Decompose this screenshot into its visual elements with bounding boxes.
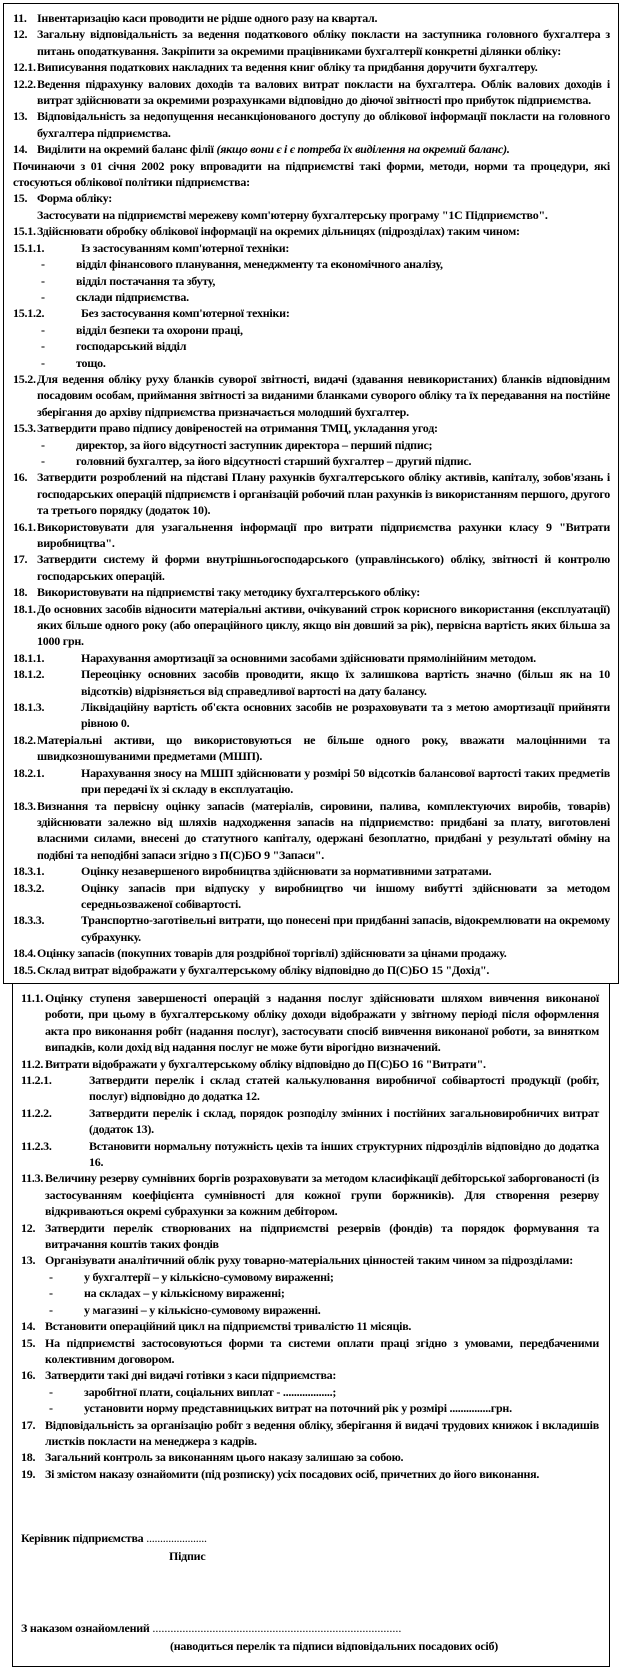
numbered-clause bbox=[13, 420, 610, 436]
numbered-clause bbox=[13, 880, 610, 913]
bullet-item bbox=[13, 289, 610, 305]
numbered-clause bbox=[13, 59, 610, 75]
bullet-item bbox=[13, 256, 610, 272]
clause-number: 11.2.2. bbox=[21, 1105, 52, 1120]
numbered-clause bbox=[13, 223, 610, 239]
clause-number: 15.1.1. bbox=[13, 240, 45, 255]
clause-text: господарський відділ bbox=[76, 339, 187, 354]
clause-number: 15. bbox=[21, 1335, 36, 1350]
clause-text: Застосувати на підприємстві мережеву комп'ютерну бухгалтерську програму "1С Підприємство". bbox=[37, 207, 548, 222]
clause-text: Починаючи з 01 січня 2002 року впровадити на підприємстві такі форми, методи, норми та процедури, які стосуються облікової політики підприємства: bbox=[13, 158, 610, 190]
clause-number: 16. bbox=[13, 470, 28, 485]
clause-number: 18.5. bbox=[13, 962, 36, 977]
clause-text: Нарахування амортизації за основними засобами здійснювати прямолінійним методом. bbox=[81, 650, 536, 665]
director-label: Керівник підприємства bbox=[21, 1531, 147, 1546]
clause-text: Із застосуванням комп'ютерної техніки: bbox=[81, 240, 290, 255]
clause-text: Без застосування комп'ютерної техніки: bbox=[81, 306, 290, 321]
clause-number: 13. bbox=[21, 1253, 36, 1268]
numbered-clause bbox=[21, 1449, 599, 1465]
clause-text: Відповідальність за організацію робіт з ведення обліку, зберігання й видачі трудових книжок і вкладишів листків покласти на менеджера з кадрів. bbox=[45, 1417, 599, 1448]
clause-number: 12.1. bbox=[13, 60, 36, 75]
numbered-clause bbox=[13, 469, 610, 518]
clause-text: Ліквідаційну вартість об'єкта основних засобів не розраховувати та з метою амортизації прийняти рівною 0. bbox=[81, 700, 610, 731]
dash-marker: - bbox=[41, 322, 45, 337]
bullet-item bbox=[13, 322, 610, 338]
numbered-clause bbox=[21, 1072, 599, 1105]
acknowledgement-dots: ................................................................................... bbox=[152, 1621, 402, 1636]
clause-text: Встановити операційний цикл на підприємстві тривалістю 11 місяців. bbox=[45, 1319, 412, 1334]
clause-text: Зі змістом наказу ознайомити (під розписку) усіх посадових осіб, причетних до його виконання. bbox=[45, 1466, 540, 1481]
bullet-item bbox=[21, 1384, 599, 1400]
clause-text: Загальну відповідальність за ведення податкового обліку покласти на заступника головного бухгалтера з питань оподаткування. Закріпити за окремими працівниками бухгалтерії конкретні ділянки обліку: bbox=[37, 27, 610, 58]
clause-number: 18.1.2. bbox=[13, 667, 45, 682]
acknowledgement-line bbox=[21, 1620, 599, 1636]
clause-text: Відповідальність за недопущення несанкціонованого доступу до облікової інформації покласти на головного бухгалтера підприємства. bbox=[37, 109, 610, 140]
clause-number: 11.2.1. bbox=[21, 1073, 52, 1087]
dash-marker: - bbox=[49, 1401, 53, 1416]
numbered-clause bbox=[21, 1318, 599, 1334]
clause-number: 15.2. bbox=[13, 371, 36, 386]
clause-text: Для ведення обліку руху бланків суворої звітності, видачі (здавання невикористаних) бланків відповідним посадовим особам, приймання звітності за виданими бланками суворого обліку та їх передавання на постійне зберігання до архіву підприємства призначається молодший бухгалтер. bbox=[37, 371, 610, 419]
clause-text: Затвердити систему й форми внутрішньогосподарського (управлінського) обліку, звітності й контролю господарських операцій. bbox=[37, 552, 610, 583]
clause-number: 17. bbox=[21, 1417, 36, 1432]
clause-text: На підприємстві застосовуються форми та системи оплати праці згідно з умовами, передбаченими колективним договором. bbox=[45, 1335, 599, 1366]
clause-number: 15.1.2. bbox=[13, 306, 45, 321]
dash-marker: - bbox=[49, 1384, 53, 1399]
dash-marker: - bbox=[41, 437, 45, 452]
clause-number: 11.2. bbox=[21, 1056, 44, 1071]
numbered-clause bbox=[13, 962, 610, 978]
clause-text: у бухгалтерії – у кількісно-сумовому вираженні; bbox=[84, 1269, 334, 1284]
clause-text: у магазині – у кількісно-сумовому вираженні. bbox=[84, 1302, 321, 1317]
numbered-clause bbox=[13, 912, 610, 945]
clause-number: 18.1. bbox=[13, 601, 36, 616]
numbered-clause bbox=[13, 863, 610, 879]
clause-number: 13. bbox=[13, 109, 28, 124]
clause-text: на складах – у кількісному вираженні; bbox=[84, 1286, 285, 1301]
clause-text: Затвердити розроблений на підставі Плану рахунків бухгалтерського обліку активів, капіталу, зобов'язань і господарських операцій підприємств і організацій робочий план рахунків із використанням першого, другого та третього порядку (додаток 10). bbox=[37, 470, 610, 518]
clause-text: Визнання та первісну оцінку запасів (матеріалів, сировини, палива, комплектуючих виробів, товарів) здійснювати залежно від шляхів надходження запасів на підприємство: придбані за плату, виготовлені власними силами, внесені до статутного капіталу, одержані безоплатно, придбані у результаті обміну на подібні та неподібні запаси згідно з П(С)БО 9 "Запаси". bbox=[37, 798, 610, 862]
acknowledgement-label: З наказом ознайомлений bbox=[21, 1621, 153, 1636]
numbered-clause bbox=[13, 108, 610, 141]
numbered-clause bbox=[13, 240, 610, 256]
order-page-upper bbox=[3, 3, 619, 984]
clause-number: 12. bbox=[21, 1220, 36, 1235]
numbered-clause bbox=[21, 1056, 599, 1072]
numbered-clause bbox=[21, 1220, 599, 1253]
bullet-item bbox=[21, 1302, 599, 1318]
clause-text: Оцінку незавершеного виробництва здійснювати за нормативними затратами. bbox=[81, 864, 492, 879]
clause-text: Оцінку запасів (покупних товарів для роздрібної торгівлі) здійснювати за цінами продажу. bbox=[37, 946, 507, 961]
clause-text: Затвердити перелік створюваних на підприємстві резервів (фондів) та порядок формування та витрачання коштів таких фондів bbox=[45, 1220, 599, 1252]
bullet-item bbox=[21, 1285, 599, 1301]
clause-text: Оцінку запасів при відпуску у виробництво чи іншому вибутті здійснювати за методом середньозваженої собівартості. bbox=[81, 880, 610, 911]
clause-text: Оцінку ступеня завершеності операцій з надання послуг здійснювати шляхом вивчення виконаної роботи, при цьому в бухгалтерському обліку доходи відображати у звітному періоді після оформлення акта про виконання робіт (надання послуг), застосувати спосіб вивчення виконаної роботи, за винятком випадків, коли дохід від надання послуг не може бути вірогідно визначений. bbox=[45, 990, 599, 1055]
clause-number: 12.2. bbox=[13, 76, 36, 91]
clause-text: Організувати аналітичний облік руху товарно-матеріальних цінностей таким чином за підрозділами: bbox=[45, 1253, 573, 1268]
director-signature-line bbox=[21, 1530, 599, 1546]
dash-marker: - bbox=[49, 1286, 53, 1301]
bullet-item bbox=[21, 1269, 599, 1285]
clause-text: Встановити нормальну потужність цехів та інших структурних підрозділів відповідно до додатка 16. bbox=[89, 1138, 599, 1170]
paragraph bbox=[13, 207, 610, 223]
clause-text: Затвердити право підпису довіреностей на отримання ТМЦ, укладання угод: bbox=[37, 421, 438, 436]
clause-number: 16.1. bbox=[13, 519, 36, 534]
numbered-clause bbox=[13, 601, 610, 650]
clause-text: Використовувати для узагальнення інформації про витрати підприємства рахунки класу 9 "Витрати виробництва". bbox=[37, 519, 610, 550]
bullet-item bbox=[13, 453, 610, 469]
clause-text: Інвентаризацію каси проводити не рідше одного разу на квартал. bbox=[37, 11, 378, 25]
clause-text: директор, за його відсутності заступник директора – перший підпис; bbox=[76, 437, 433, 452]
numbered-clause bbox=[13, 141, 610, 157]
clause-number: 11.1. bbox=[21, 990, 44, 1005]
dash-marker: - bbox=[41, 289, 45, 304]
clause-number: 14. bbox=[21, 1319, 36, 1334]
clause-text: До основних засобів відносити матеріальні активи, очікуваний строк корисного використання (експлуатації) яких більше одного року (або операційного циклу, якщо він довший за рік), первісна вартість яких більша за 1000 грн. bbox=[37, 601, 610, 649]
numbered-clause bbox=[13, 26, 610, 59]
clause-number: 15.1. bbox=[13, 224, 36, 239]
clause-number: 18.3.2. bbox=[13, 880, 45, 895]
clause-number: 18.2.1. bbox=[13, 765, 45, 780]
numbered-clause bbox=[13, 765, 610, 798]
bullet-item bbox=[13, 355, 610, 371]
clause-text: відділ безпеки та охорони праці, bbox=[76, 322, 243, 337]
numbered-clause bbox=[13, 305, 610, 321]
numbered-clause bbox=[21, 1170, 599, 1219]
clause-text: головний бухгалтер, за його відсутності старший бухгалтер – другий підпис. bbox=[76, 453, 472, 468]
acknowledgement-caption: (наводиться перелік та підписи відповідальних посадових осіб) bbox=[170, 1639, 499, 1654]
clause-number: 15. bbox=[13, 191, 28, 206]
clause-text: заробітної плати, соціальних виплат - ..................; bbox=[84, 1384, 337, 1399]
clause-number: 18.3.1. bbox=[13, 864, 45, 879]
bullet-item bbox=[13, 437, 610, 453]
clause-text: Склад витрат відображати у бухгалтерському обліку відповідно до П(С)БО 15 "Дохід". bbox=[37, 962, 490, 977]
dash-marker: - bbox=[41, 273, 45, 288]
clause-text: Форма обліку: bbox=[37, 191, 112, 206]
numbered-clause bbox=[13, 699, 610, 732]
clause-text: відділ постачання та збуту, bbox=[76, 273, 216, 288]
clause-text: Здійснювати обробку облікової інформації на окремих дільницях (підрозділах) таким чином: bbox=[37, 224, 520, 239]
numbered-clause bbox=[13, 190, 610, 206]
clause-number: 18.2. bbox=[13, 732, 36, 747]
clause-text: склади підприємства. bbox=[76, 289, 189, 304]
clause-text: тощо. bbox=[76, 355, 106, 370]
clause-number: 18.3. bbox=[13, 798, 36, 813]
clause-text: Транспортно-заготівельні витрати, що понесені при придбанні запасів, відокремлювати на окремому субрахунку. bbox=[81, 913, 610, 944]
clause-number: 18. bbox=[21, 1450, 36, 1465]
clause-text: Виділити на окремий баланс філії bbox=[37, 142, 217, 157]
numbered-clause bbox=[21, 1335, 599, 1368]
dash-marker: - bbox=[49, 1269, 53, 1284]
clause-text: Ведення підрахунку валових доходів та валових витрат покласти на бухгалтера. Облік валових доходів і витрат здійснювати за окремими розрахунками відповідно до діючої звітності про прибуток підприємства. bbox=[37, 76, 610, 108]
signature-caption: Підпис bbox=[169, 1549, 206, 1564]
numbered-clause bbox=[21, 1252, 599, 1268]
clause-number: 16. bbox=[21, 1368, 36, 1383]
bullet-item bbox=[21, 1400, 599, 1416]
clause-number: 11.3. bbox=[21, 1171, 44, 1186]
numbered-clause bbox=[21, 1417, 599, 1450]
clause-text: Затвердити такі дні видачі готівки з каси підприємства: bbox=[45, 1368, 337, 1383]
order-page-lower bbox=[12, 983, 610, 1667]
numbered-clause bbox=[21, 1105, 599, 1138]
dash-marker: - bbox=[49, 1302, 53, 1317]
director-signature-dots: ...................... bbox=[146, 1531, 207, 1546]
clause-text: Витрати відображати у бухгалтерському обліку відповідно до П(С)БО 16 "Витрати". bbox=[45, 1056, 486, 1071]
order-items-list bbox=[21, 990, 599, 1482]
numbered-clause bbox=[13, 945, 610, 961]
numbered-clause bbox=[21, 1138, 599, 1171]
clause-text: Величину резерву сумнівних боргів розраховувати за методом класифікації дебіторської заборгованості (із застосуванням коефіцієнта сумнівності для кожної групи боржників). Для створення резерву відкриваються окремі субрахунки за кожним дебітором. bbox=[45, 1171, 599, 1219]
clause-text: Загальний контроль за виконанням цього наказу залишаю за собою. bbox=[45, 1450, 404, 1465]
clause-number: 18.4. bbox=[13, 946, 36, 961]
clause-number: 19. bbox=[21, 1466, 36, 1481]
dash-marker: - bbox=[41, 453, 45, 468]
clause-text: установити норму представницьких витрат на поточний рік у розмірі ...............грн. bbox=[84, 1401, 512, 1416]
clause-text: Затвердити перелік і склад статей калькулювання виробничої собівартості продукції (робіт, послуг) відповідно до додатка 12. bbox=[89, 1073, 599, 1104]
clause-number: 18.1.1. bbox=[13, 650, 45, 665]
numbered-clause bbox=[13, 519, 610, 552]
numbered-clause bbox=[21, 1367, 599, 1383]
clause-number: 18.3.3. bbox=[13, 913, 45, 928]
numbered-clause bbox=[13, 732, 610, 765]
numbered-clause bbox=[13, 10, 610, 26]
clause-text: Переоцінку основних засобів проводити, якщо їх залишкова вартість значно (більш як на 10 відсотків) відрізняється від справедливої вартості на дату балансу. bbox=[81, 667, 610, 698]
clause-number: 14. bbox=[13, 142, 28, 157]
clause-text: Матеріальні активи, що використовуються не більше одного року, вважати малоцінними та швидкозношуваними предметами (МШП). bbox=[37, 732, 610, 764]
numbered-clause bbox=[13, 76, 610, 109]
clause-text: відділ фінансового планування, менеджменту та економічного аналізу, bbox=[76, 257, 443, 272]
clause-number: 11. bbox=[13, 11, 27, 25]
clause-text: Використовувати на підприємстві таку методику бухгалтерського обліку: bbox=[37, 585, 421, 600]
clause-number: 18. bbox=[13, 585, 28, 600]
paragraph bbox=[13, 158, 610, 191]
bullet-item bbox=[13, 338, 610, 354]
dash-marker: - bbox=[41, 339, 45, 354]
clause-number: 12. bbox=[13, 27, 28, 42]
numbered-clause bbox=[13, 650, 610, 666]
clause-note-italic: (якщо вони є і є потреба їх виділення на окремий баланс). bbox=[216, 142, 510, 157]
numbered-clause bbox=[13, 584, 610, 600]
clause-number: 18.1.3. bbox=[13, 700, 45, 715]
dash-marker: - bbox=[41, 257, 45, 272]
clause-number: 17. bbox=[13, 552, 28, 567]
clause-number: 15.3. bbox=[13, 421, 36, 436]
bullet-item bbox=[13, 273, 610, 289]
clause-text: Виписування податкових накладних та ведення книг обліку та придбання доручити бухгалтеру. bbox=[37, 60, 538, 75]
numbered-clause bbox=[13, 798, 610, 864]
numbered-clause bbox=[21, 990, 599, 1056]
clause-number: 11.2.3. bbox=[21, 1138, 52, 1153]
dash-marker: - bbox=[41, 355, 45, 370]
numbered-clause bbox=[13, 666, 610, 699]
clause-text: Затвердити перелік і склад, порядок розподілу змінних і постійних загальновиробничих витрат (додаток 13). bbox=[89, 1105, 599, 1137]
clause-text: Нарахування зносу на МШП здійснювати у розмірі 50 відсотків балансової вартості таких предметів при передачі їх зі складу в експлуатацію. bbox=[81, 765, 610, 797]
numbered-clause bbox=[21, 1466, 599, 1482]
numbered-clause bbox=[13, 551, 610, 584]
numbered-clause bbox=[13, 371, 610, 420]
